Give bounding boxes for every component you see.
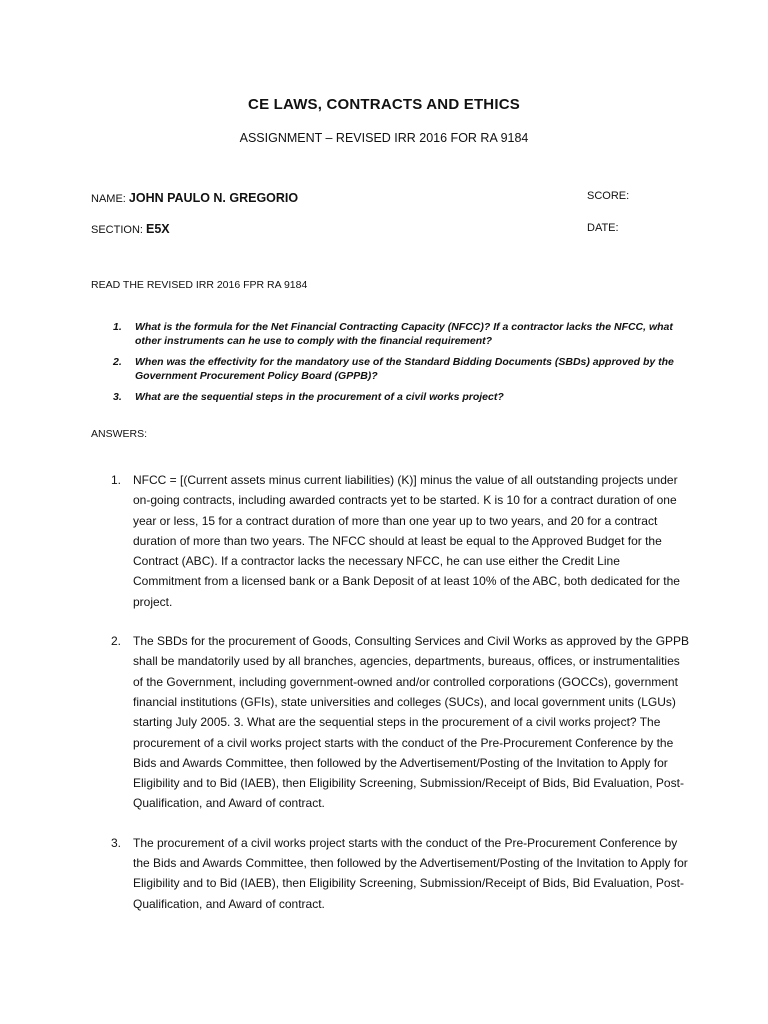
answer-text: NFCC = [(Current assets minus current liabilities) (K)] minus the value of all outstanding projects under on-going contracts, including awarded contracts yet to be started. K is 10 for a contract duration of one year or less, 15 for a contract duration of more than one year up to two years, and 20 for a contract duration of more than two years. The NFCC should at least be equal to the Approved Budget for the Contract (ABC). If a contractor lacks the necessary NFCC, he can use either the Credit Line Commitment from a licensed bank or a Bank Deposit of at least 10% of the ABC, both dedicated for the project. <box>133 473 680 609</box>
name-label: NAME: <box>91 193 126 205</box>
question-number: 2. <box>113 356 122 368</box>
name-value: JOHN PAULO N. GREGORIO <box>128 191 299 205</box>
question-text: When was the effectivity for the mandatory use of the Standard Bidding Documents (SBDs) approved by the Government Procurement Policy Board (GPPB)? <box>135 356 674 382</box>
answer-item <box>91 833 691 914</box>
question-text: What are the sequential steps in the procurement of a civil works project? <box>135 391 504 403</box>
score-field <box>587 190 629 202</box>
instruction-text: READ THE REVISED IRR 2016 FPR RA 9184 <box>91 279 308 291</box>
answer-number: 2. <box>111 634 122 649</box>
question-item <box>91 391 691 405</box>
answer-number: 3. <box>111 835 122 850</box>
question-list <box>91 321 691 413</box>
section-value: E5X <box>146 222 170 236</box>
question-number: 1. <box>113 321 122 333</box>
answer-text: The procurement of a civil works project starts with the conduct of the Pre-Procurement Conference by the Bids and Awards Committee, then followed by the Advertisement/Posting of the Invitation to Apply for Eligibility and to Bid (IAEB), then Eligibility Screening, Submission/Receipt of Bids, Bid Evaluation, Post-Qualification, and Award of contract. <box>133 835 688 911</box>
question-number: 3. <box>113 391 122 403</box>
date-field <box>587 222 619 234</box>
answer-item <box>91 470 691 612</box>
section-label: SECTION: <box>91 224 143 236</box>
answer-list <box>91 470 691 914</box>
name-field <box>91 191 298 205</box>
question-item <box>91 356 691 383</box>
date-label: DATE: <box>587 222 619 234</box>
document-subtitle: ASSIGNMENT – REVISED IRR 2016 FOR RA 9184 <box>239 131 529 145</box>
document-title: CE LAWS, CONTRACTS AND ETHICS <box>248 96 520 113</box>
section-field <box>91 222 170 236</box>
answer-item <box>91 631 691 814</box>
score-label: SCORE: <box>587 190 630 202</box>
answer-text: The SBDs for the procurement of Goods, Consulting Services and Civil Works as approved by the GPPB shall be mandatorily used by all branches, agencies, departments, bureaus, offices, or instrumentalities of the Government, including government-owned and/or controlled corporations (GOCCs), government financial institutions (GFIs), state universities and colleges (SUCs), and local government units (LGUs) starting July 2005. 3. What are the sequential steps in the procurement of a civil works project? The procurement of a civil works project starts with the conduct of the Pre-Procurement Conference by the Bids and Awards Committee, then followed by the Advertisement/Posting of the Invitation to Apply for Eligibility and to Bid (IAEB), then Eligibility Screening, Submission/Receipt of Bids, Bid Evaluation, Post-Qualification, and Award of contract. <box>133 634 690 811</box>
question-text: What is the formula for the Net Financial Contracting Capacity (NFCC)? If a contractor lacks the NFCC, what other instruments can he use to comply with the financial requirement? <box>135 321 673 347</box>
question-item <box>91 321 691 348</box>
answers-heading: ANSWERS: <box>91 428 148 440</box>
answer-number: 1. <box>111 473 122 487</box>
